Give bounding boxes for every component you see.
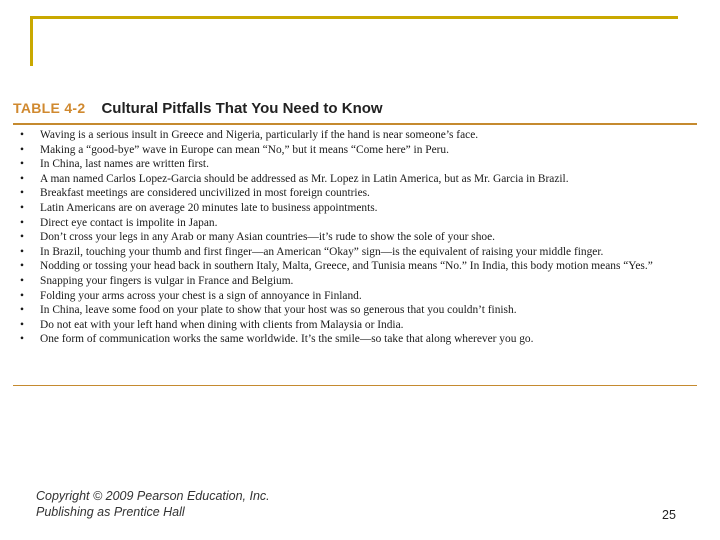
slide-frame-top bbox=[30, 16, 678, 19]
copyright-line: Copyright © 2009 Pearson Education, Inc. bbox=[36, 489, 270, 503]
list-item: • Direct eye contact is impolite in Japan. bbox=[13, 216, 697, 231]
pitfall-list bbox=[13, 128, 697, 347]
table-header bbox=[13, 100, 697, 122]
list-item: • Waving is a serious insult in Greece and Nigeria, particularly if the hand is near someone’s face. bbox=[13, 128, 697, 143]
page-number: 25 bbox=[662, 508, 676, 522]
copyright-notice bbox=[36, 488, 270, 520]
table-title: Cultural Pitfalls That You Need to Know bbox=[101, 100, 383, 117]
list-item: • Folding your arms across your chest is a sign of annoyance in Finland. bbox=[13, 289, 697, 304]
publisher-line: Publishing as Prentice Hall bbox=[36, 505, 185, 519]
list-item: • Making a “good-bye” wave in Europe can mean “No,” but it means “Come here” in Peru. bbox=[13, 143, 697, 158]
list-item: • In China, last names are written first. bbox=[13, 157, 697, 172]
slide-frame-left bbox=[30, 16, 33, 66]
list-item: • In Brazil, touching your thumb and first finger—an American “Okay” sign—is the equivalent of raising your middle finger. bbox=[13, 245, 697, 260]
list-item: • In China, leave some food on your plate to show that your host was so generous that you couldn’t finish. bbox=[13, 303, 697, 318]
list-item: • Don’t cross your legs in any Arab or many Asian countries—it’s rude to show the sole of your shoe. bbox=[13, 230, 697, 245]
table-top-rule bbox=[13, 123, 697, 125]
table-bottom-rule bbox=[13, 385, 697, 386]
list-item: • One form of communication works the same worldwide. It’s the smile—so take that along wherever you go. bbox=[13, 332, 697, 347]
list-item: • Nodding or tossing your head back in southern Italy, Malta, Greece, and Tunisia means “No.” In India, this body motion means “Yes.” bbox=[13, 259, 697, 274]
list-item: • Latin Americans are on average 20 minutes late to business appointments. bbox=[13, 201, 697, 216]
list-item: • Breakfast meetings are considered uncivilized in most foreign countries. bbox=[13, 186, 697, 201]
list-item: • Do not eat with your left hand when dining with clients from Malaysia or India. bbox=[13, 318, 697, 333]
list-item: • Snapping your fingers is vulgar in France and Belgium. bbox=[13, 274, 697, 289]
table-label: TABLE 4-2 bbox=[13, 100, 86, 116]
list-item: • A man named Carlos Lopez-Garcia should be addressed as Mr. Lopez in Latin America, but as Mr. Garcia in Brazil. bbox=[13, 172, 697, 187]
